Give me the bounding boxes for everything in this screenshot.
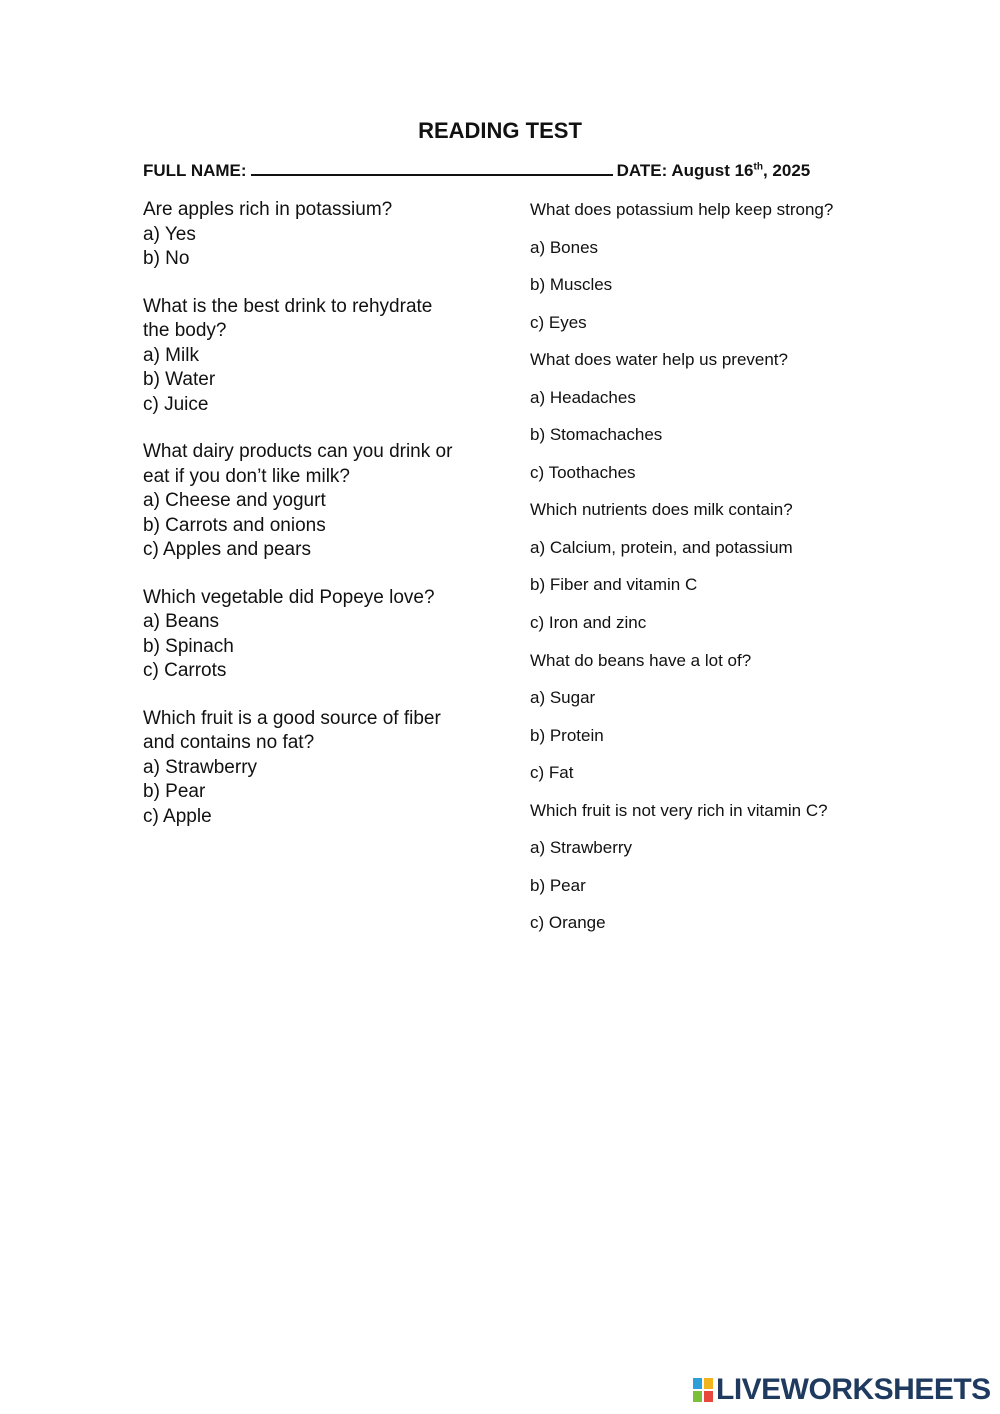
answer-option: b) No bbox=[143, 248, 190, 269]
answer-option: b) Carrots and onions bbox=[143, 514, 326, 536]
answer-option: a) Yes bbox=[143, 223, 196, 245]
header-line bbox=[143, 160, 810, 181]
question-block bbox=[143, 198, 483, 272]
answer-option: b) Protein bbox=[530, 725, 604, 745]
answer-option: a) Calcium, protein, and potassium bbox=[530, 537, 793, 557]
question-text: the body? bbox=[143, 320, 227, 341]
answer-option: c) Orange bbox=[530, 913, 606, 933]
answer-option: c) Carrots bbox=[143, 660, 227, 681]
answer-option: c) Apple bbox=[143, 805, 212, 827]
answer-option: b) Pear bbox=[143, 781, 206, 802]
right-question-column bbox=[530, 199, 870, 950]
question-text: Which nutrients does milk contain? bbox=[530, 500, 793, 520]
question-text: What does water help us prevent? bbox=[530, 350, 788, 370]
question-text: eat if you don’t like milk? bbox=[143, 465, 350, 487]
liveworksheets-logo bbox=[693, 1374, 991, 1406]
answer-option: c) Eyes bbox=[530, 312, 587, 332]
logo-square bbox=[693, 1378, 702, 1389]
question-block bbox=[143, 707, 483, 830]
left-question-column bbox=[143, 198, 483, 852]
question-text: What is the best drink to rehydrate bbox=[143, 295, 433, 317]
full-name-blank bbox=[251, 160, 613, 176]
question-block bbox=[143, 586, 483, 684]
answer-option: c) Juice bbox=[143, 393, 209, 415]
answer-option: b) Stomachaches bbox=[530, 425, 663, 445]
answer-option: b) Spinach bbox=[143, 635, 234, 657]
answer-option: c) Iron and zinc bbox=[530, 613, 647, 633]
question-text: What do beans have a lot of? bbox=[530, 650, 752, 670]
question-text: What does potassium help keep strong? bbox=[530, 200, 834, 219]
answer-option: a) Milk bbox=[143, 344, 199, 366]
logo-square bbox=[704, 1378, 713, 1389]
answer-option: c) Fat bbox=[530, 763, 574, 783]
logo-square bbox=[693, 1391, 702, 1402]
date-ordinal: th bbox=[753, 161, 763, 173]
answer-option: b) Water bbox=[143, 369, 216, 390]
liveworksheets-logo-icon bbox=[693, 1378, 713, 1402]
answer-option: a) Strawberry bbox=[530, 838, 633, 858]
date-label: DATE: August 16 bbox=[616, 161, 754, 180]
answer-option: a) Bones bbox=[530, 237, 599, 257]
full-name-label: FULL NAME: bbox=[143, 161, 247, 180]
question-text: Which fruit is a good source of fiber bbox=[143, 707, 441, 729]
question-block bbox=[143, 440, 483, 563]
answer-option: c) Apples and pears bbox=[143, 539, 311, 560]
answer-option: a) Cheese and yogurt bbox=[143, 490, 326, 511]
question-text: and contains no fat? bbox=[143, 732, 315, 753]
answer-option: c) Toothaches bbox=[530, 462, 636, 482]
answer-option: b) Pear bbox=[530, 875, 586, 895]
logo-square bbox=[704, 1391, 713, 1402]
question-text: Are apples rich in potassium? bbox=[143, 199, 393, 220]
question-text: Which fruit is not very rich in vitamin C? bbox=[530, 800, 828, 820]
logo-wordmark: LIVEWORKSHEETS bbox=[716, 1373, 991, 1406]
answer-option: a) Headaches bbox=[530, 387, 636, 407]
question-block bbox=[143, 295, 483, 418]
answer-option: a) Strawberry bbox=[143, 756, 258, 778]
date-year: , 2025 bbox=[762, 161, 811, 180]
answer-option: a) Sugar bbox=[530, 688, 596, 708]
answer-option: a) Beans bbox=[143, 611, 220, 632]
answer-option: b) Fiber and vitamin C bbox=[530, 575, 698, 595]
page-title: READING TEST bbox=[418, 118, 582, 143]
answer-option: b) Muscles bbox=[530, 275, 613, 295]
question-text: Which vegetable did Popeye love? bbox=[143, 586, 435, 608]
question-text: What dairy products can you drink or bbox=[143, 441, 453, 462]
